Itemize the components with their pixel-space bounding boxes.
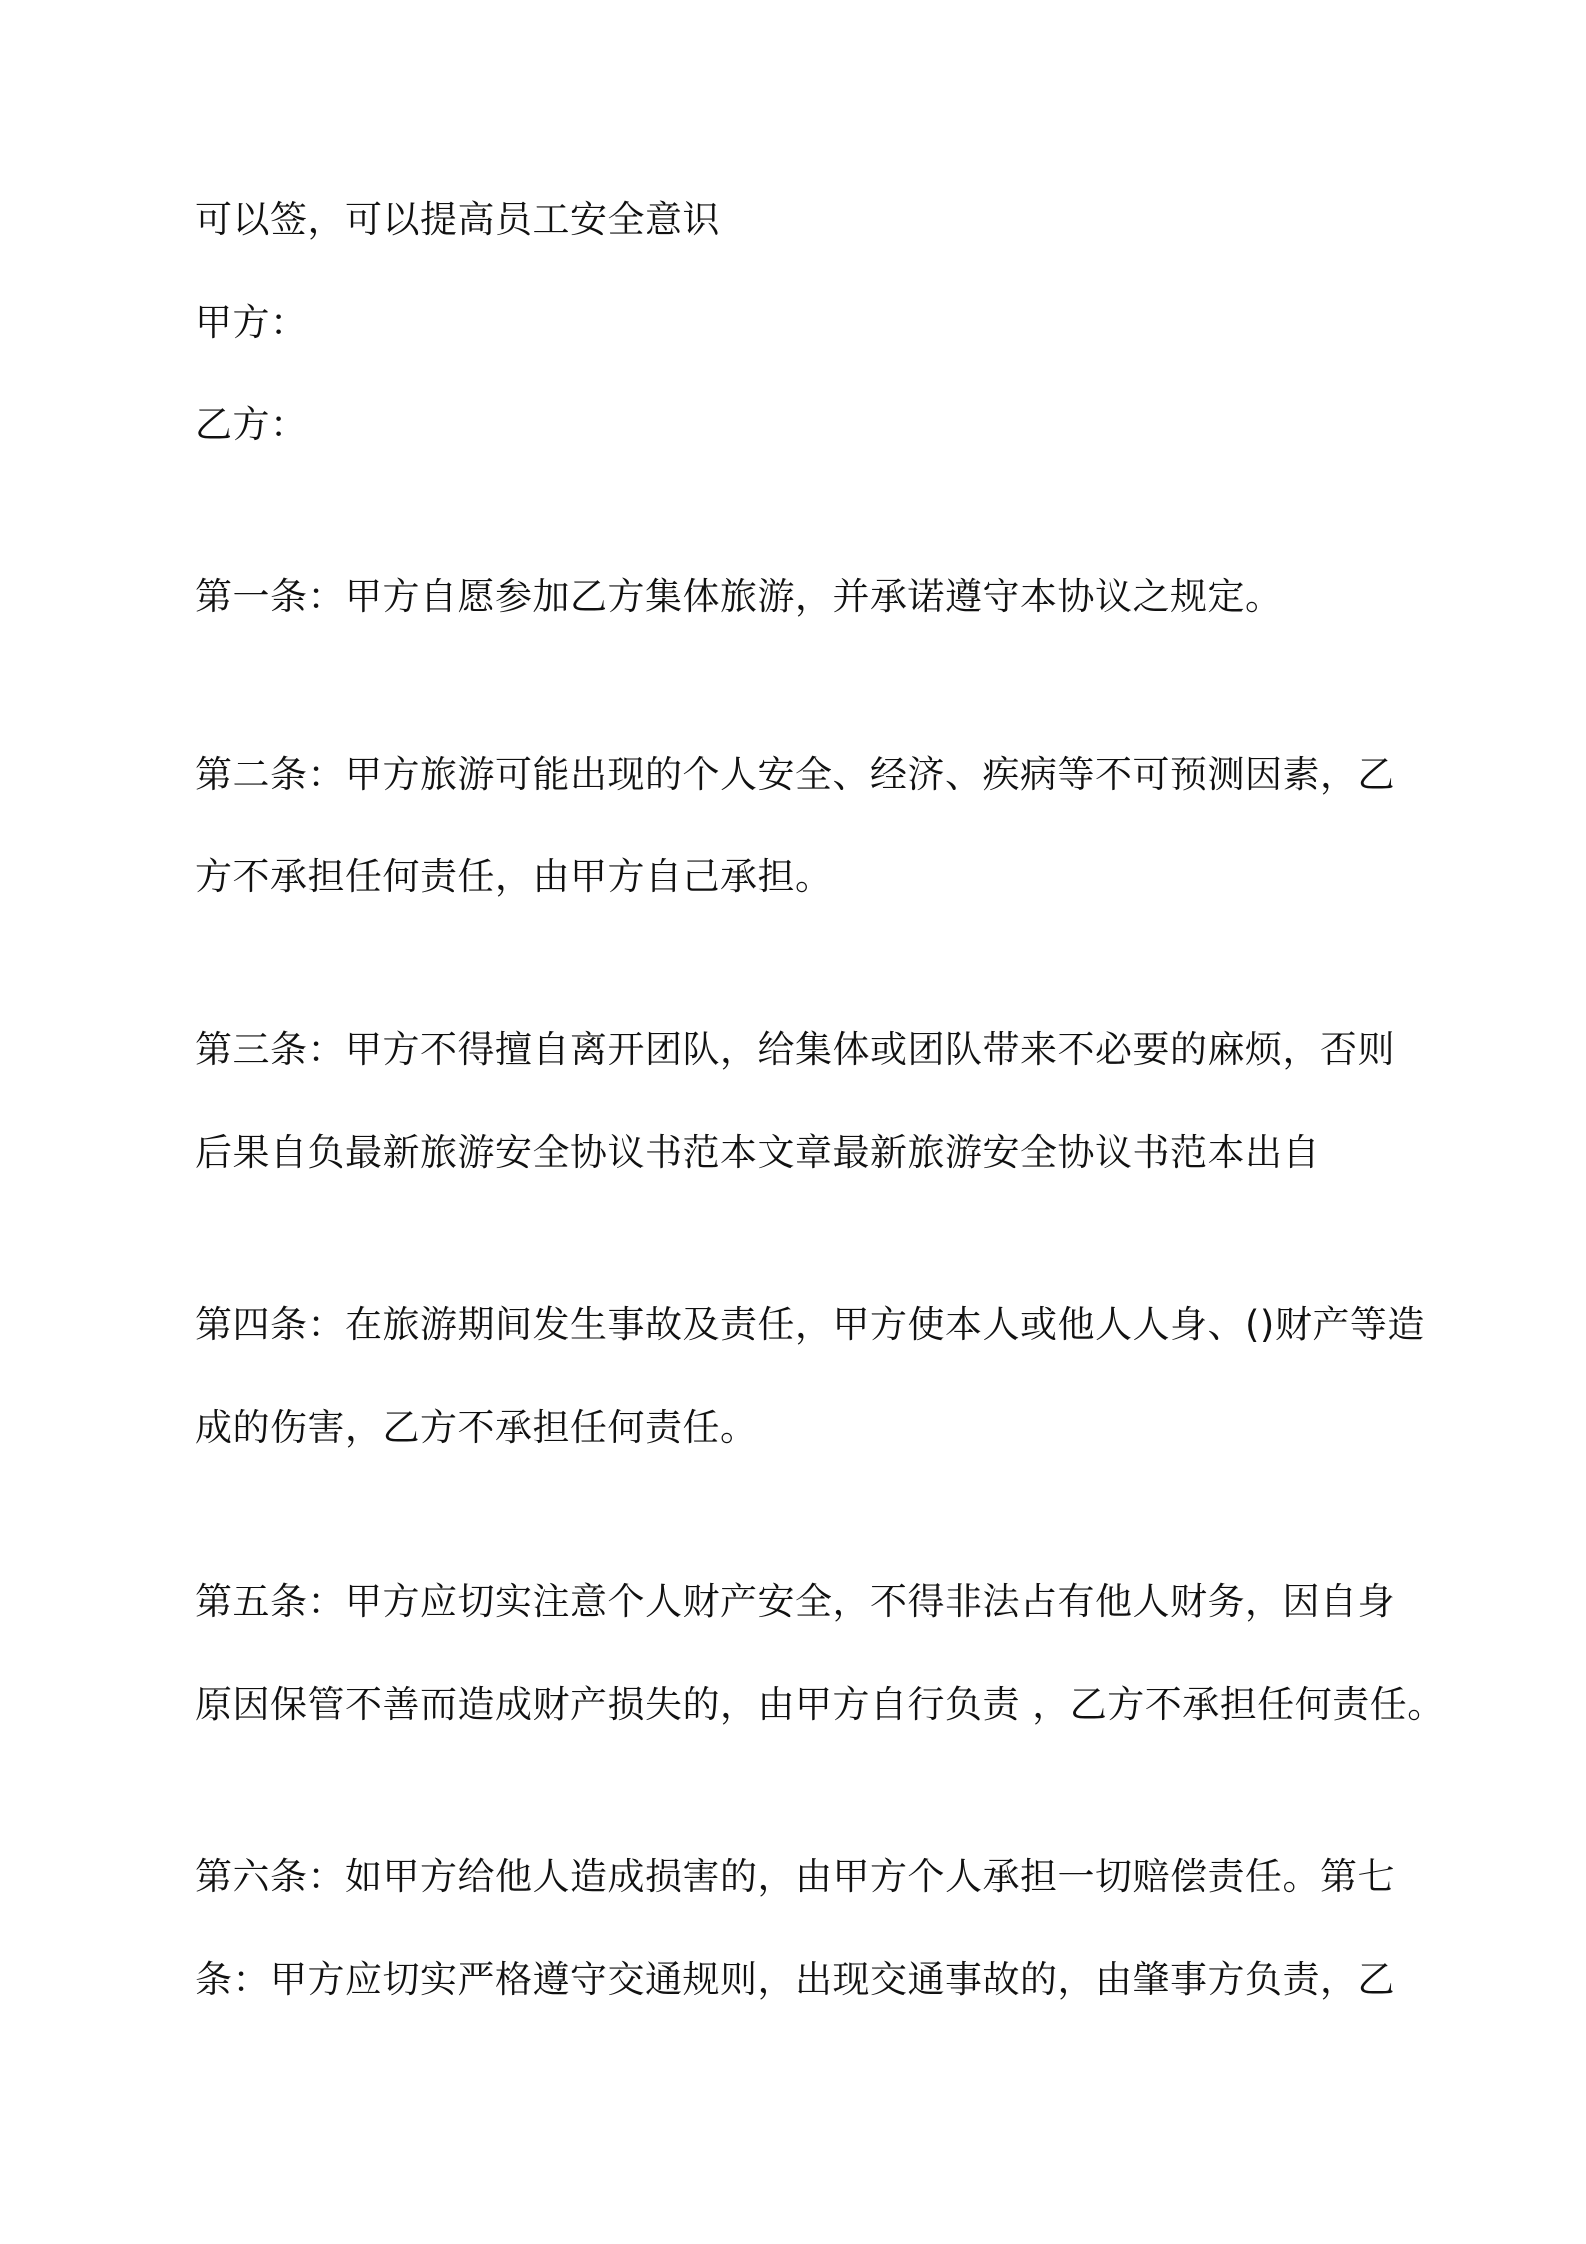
- article-6-line-2: 条：甲方应切实严格遵守交通规则，出现交通事故的，由肇事方负责，乙: [195, 1958, 1395, 2001]
- article-2-line-1: 第二条：甲方旅游可能出现的个人安全、经济、疾病等不可预测因素，乙: [195, 753, 1395, 796]
- article-3-line-1: 第三条：甲方不得擅自离开团队，给集体或团队带来不必要的麻烦，否则: [195, 1028, 1395, 1071]
- intro-text: 可以签，可以提高员工安全意识: [195, 198, 720, 241]
- article-4-line-1: 第四条：在旅游期间发生事故及责任，甲方使本人或他人人身、()财产等造: [195, 1303, 1425, 1346]
- article-1-line-1: 第一条：甲方自愿参加乙方集体旅游，并承诺遵守本协议之规定。: [195, 575, 1283, 618]
- party-b-label: 乙方：: [195, 403, 308, 446]
- article-5-line-1: 第五条：甲方应切实注意个人财产安全，不得非法占有他人财务，因自身: [195, 1580, 1395, 1623]
- party-a-label: 甲方：: [195, 301, 308, 344]
- article-5-line-2: 原因保管不善而造成财产损失的，由甲方自行负责 ，乙方不承担任何责任。: [195, 1683, 1445, 1726]
- article-3-line-2: 后果自负最新旅游安全协议书范本文章最新旅游安全协议书范本出自: [195, 1131, 1320, 1174]
- article-4-line-2: 成的伤害，乙方不承担任何责任。: [195, 1406, 758, 1449]
- article-2-line-2: 方不承担任何责任，由甲方自己承担。: [195, 855, 833, 898]
- article-6-line-1: 第六条：如甲方给他人造成损害的，由甲方个人承担一切赔偿责任。第七: [195, 1855, 1395, 1898]
